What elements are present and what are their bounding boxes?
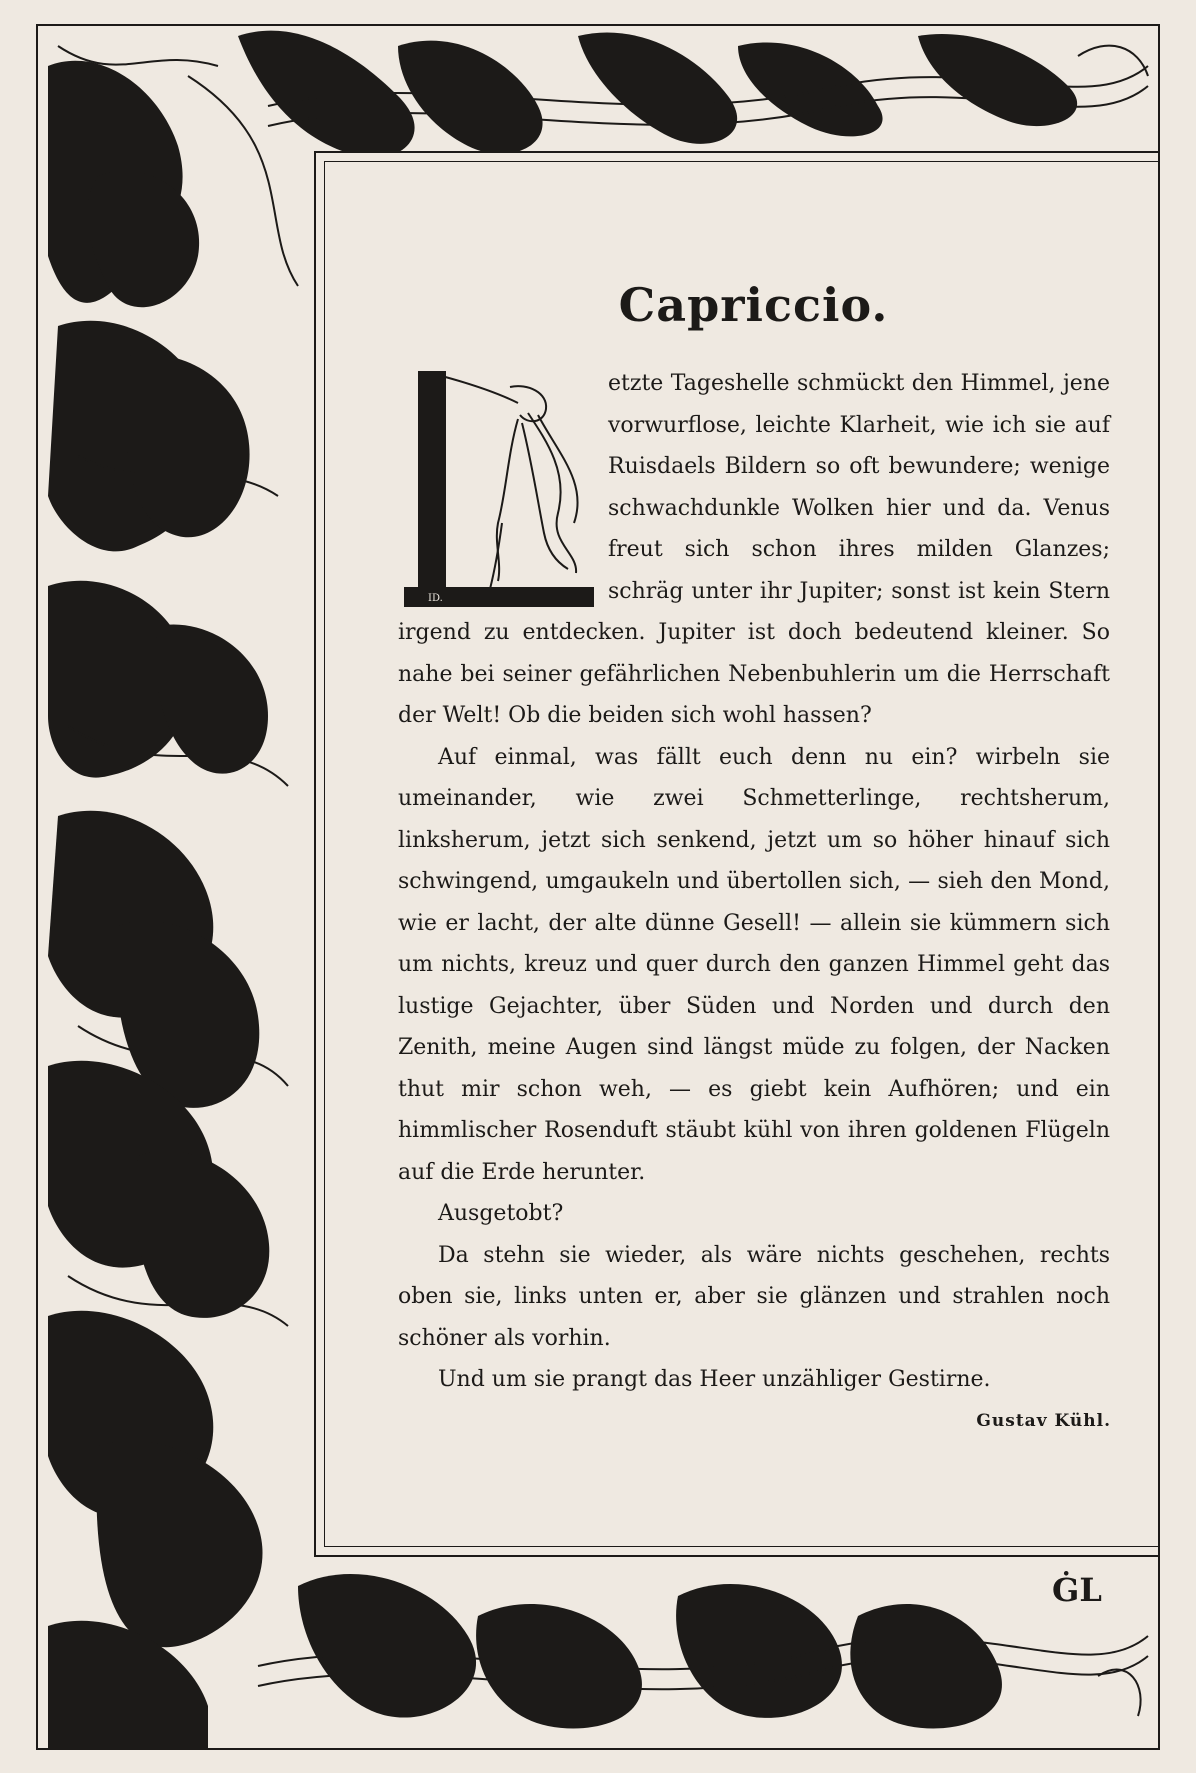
paragraph-3: Ausgetobt?: [438, 1201, 564, 1226]
decorative-frame: [36, 24, 1160, 1750]
paragraph-1: etzte Tageshelle schmückt den Himmel, jene vorwurflose, leichte Klarheit, wie ich sie auf Ruisdaels Bildern so oft bewundere; wenige schwachdunkle Wolken hier und da. Venus freut sich schon ihres milden Glanzes; schräg unter ihr Jupiter; sonst ist kein Stern irgend zu entdecken. Jupiter ist doch bedeutend kleiner. So nahe bei seiner gefährlichen Nebenbuhlerin um die Herrschaft der Welt! Ob die beiden sich wohl hassen?: [398, 371, 1110, 728]
body-text: [398, 363, 1110, 1401]
dropcap-initials: ID.: [428, 593, 443, 604]
text-panel: [314, 151, 1160, 1557]
paragraph-2: Auf einmal, was fällt euch denn nu ein? wirbeln sie umeinander, wie zwei Schmetterlinge, rechtsherum, linksherum, jetzt sich senkend, jetzt um so höher hinauf sich schwingend, umgaukeln und übertollen sich, — sieh den Mond, wie er lacht, der alte dünne Gesell! — allein sie kümmern sich um nichts, kreuz und quer durch den ganzen Himmel geht das lustige Gejachter, über Süden und Norden und durch den Zenith, meine Augen sind längst müde zu folgen, der Nacken thut mir schon weh, — es giebt kein Aufhören; und ein himmlischer Rosenduft stäubt kühl von ihren goldenen Flügeln auf die Erde herunter.: [398, 744, 1110, 1185]
paragraph-4: Da stehn sie wieder, als wäre nichts geschehen, rechts oben sie, links unten er, aber sie glänzen und strahlen noch schöner als vorhin.: [398, 1242, 1110, 1351]
page-title: Capriccio.: [618, 278, 889, 332]
author-signature: Gustav Kühl.: [976, 1411, 1111, 1431]
dropcap-figure-illustration: [398, 363, 600, 611]
illustrated-dropcap: [398, 363, 600, 611]
artist-monogram: ĠL: [1052, 1571, 1102, 1609]
paragraph-5: Und um sie prangt das Heer unzähliger Gestirne.: [438, 1367, 991, 1392]
